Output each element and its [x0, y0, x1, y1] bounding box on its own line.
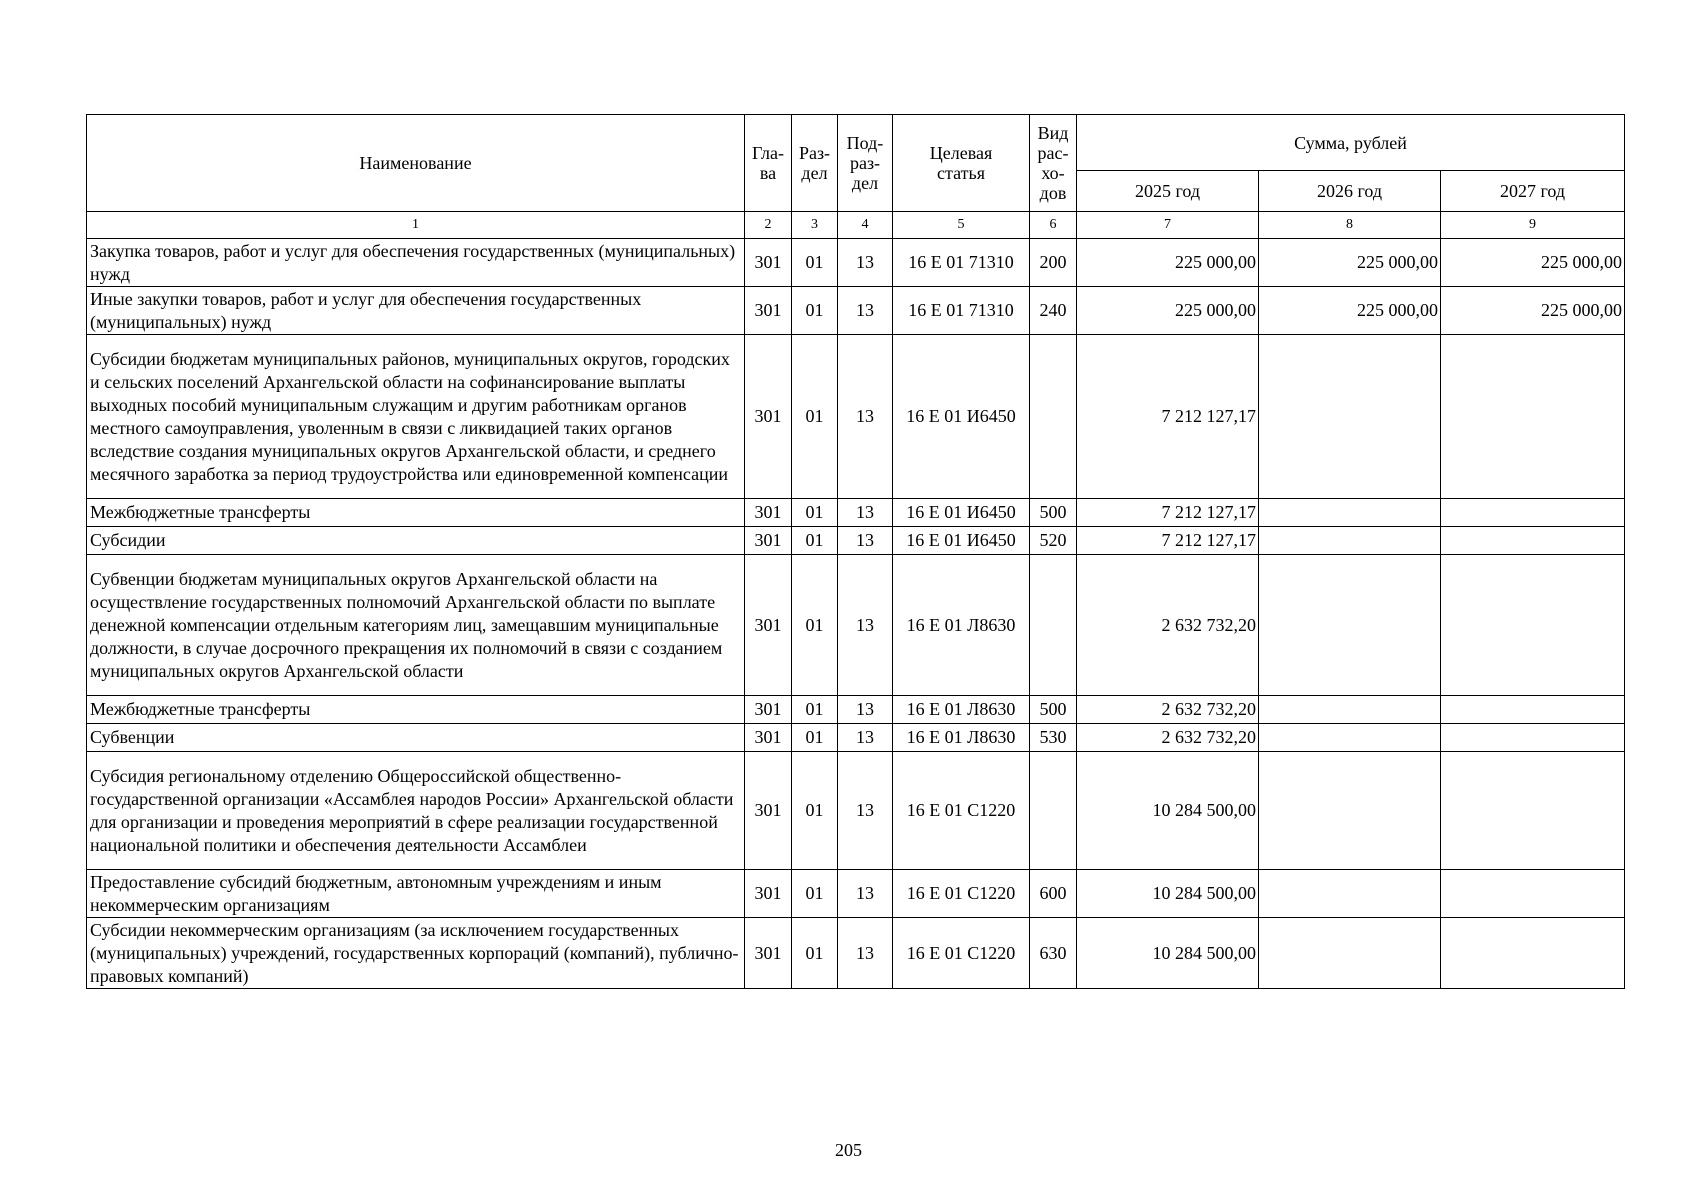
row-sum-2025: 2 632 732,20	[1077, 555, 1259, 696]
row-section: 01	[792, 239, 838, 287]
row-expense-type	[1030, 335, 1077, 499]
row-name: Межбюджетные трансферты	[87, 499, 745, 527]
row-section: 01	[792, 696, 838, 724]
row-expense-type: 600	[1030, 870, 1077, 918]
row-chapter: 301	[745, 555, 792, 696]
row-sum-2026	[1259, 870, 1441, 918]
row-sum-2027	[1441, 724, 1625, 752]
row-sum-2025: 2 632 732,20	[1077, 724, 1259, 752]
column-index: 7	[1077, 212, 1259, 239]
row-sum-2025: 10 284 500,00	[1077, 870, 1259, 918]
row-subsection: 13	[838, 239, 893, 287]
header-subsection-line: раз-	[849, 153, 881, 173]
row-expense-type: 240	[1030, 287, 1077, 335]
header-chapter-line: ва	[759, 163, 777, 183]
header-expense-type-line: Вид	[1037, 123, 1069, 143]
row-subsection: 13	[838, 918, 893, 989]
row-sum-2027	[1441, 870, 1625, 918]
row-sum-2027	[1441, 335, 1625, 499]
row-target: 16 Е 01 И6450	[893, 499, 1030, 527]
row-chapter: 301	[745, 870, 792, 918]
row-chapter: 301	[745, 527, 792, 555]
table-row	[87, 499, 1625, 527]
row-section: 01	[792, 335, 838, 499]
row-chapter: 301	[745, 287, 792, 335]
table-row	[87, 239, 1625, 287]
row-subsection: 13	[838, 287, 893, 335]
column-index: 6	[1030, 212, 1077, 239]
row-name: Межбюджетные трансферты	[87, 696, 745, 724]
row-target: 16 Е 01 И6450	[893, 335, 1030, 499]
column-index: 4	[838, 212, 893, 239]
header-target-line: статья	[937, 163, 985, 183]
row-target: 16 Е 01 Л8630	[893, 724, 1030, 752]
row-target: 16 Е 01 С1220	[893, 918, 1030, 989]
row-sum-2026: 225 000,00	[1259, 239, 1441, 287]
row-sum-2026	[1259, 724, 1441, 752]
column-index: 8	[1259, 212, 1441, 239]
row-subsection: 13	[838, 499, 893, 527]
row-target: 16 Е 01 С1220	[893, 752, 1030, 870]
row-sum-2026	[1259, 335, 1441, 499]
row-chapter: 301	[745, 918, 792, 989]
row-section: 01	[792, 724, 838, 752]
row-sum-2027	[1441, 752, 1625, 870]
header-expense-type-line: хо-	[1041, 163, 1065, 183]
column-index: 9	[1441, 212, 1625, 239]
row-section: 01	[792, 555, 838, 696]
row-sum-2026	[1259, 499, 1441, 527]
row-name: Предоставление субсидий бюджетным, автономным учреждениям и иным некоммерческим организациям	[87, 870, 745, 918]
row-sum-2026	[1259, 527, 1441, 555]
header-name: Наименование	[87, 115, 745, 212]
header-target	[893, 115, 1030, 212]
table-header	[87, 115, 1625, 239]
row-sum-2027: 225 000,00	[1441, 239, 1625, 287]
header-subsection-line: Под-	[846, 133, 884, 153]
row-subsection: 13	[838, 335, 893, 499]
row-sum-2025: 2 632 732,20	[1077, 696, 1259, 724]
row-target: 16 Е 01 Л8630	[893, 555, 1030, 696]
row-sum-2026	[1259, 918, 1441, 989]
row-sum-2025: 225 000,00	[1077, 239, 1259, 287]
row-name: Субсидии некоммерческим организациям (за исключением государственных (муниципальных) учреждений, государственных корпораций (компаний), публично-правовых компаний)	[87, 918, 745, 989]
row-section: 01	[792, 287, 838, 335]
row-name: Субвенции	[87, 724, 745, 752]
table-row	[87, 752, 1625, 870]
table-row	[87, 527, 1625, 555]
row-sum-2027	[1441, 499, 1625, 527]
row-expense-type: 200	[1030, 239, 1077, 287]
row-chapter: 301	[745, 696, 792, 724]
row-chapter: 301	[745, 724, 792, 752]
header-expense-type-line: дов	[1039, 183, 1067, 203]
row-sum-2025: 7 212 127,17	[1077, 499, 1259, 527]
header-sum: Сумма, рублей	[1077, 115, 1625, 171]
column-index: 3	[792, 212, 838, 239]
row-subsection: 13	[838, 724, 893, 752]
row-name: Субсидии бюджетам муниципальных районов, муниципальных округов, городских и сельских поселений Архангельской области на софинансирование выплаты выходных пособий муниципальным служащим и другим работникам органов местного самоуправления, уволенным в связи с ликвидацией таких органов вследствие создания муниципальных округов Архангельской области, и среднего месячного заработка за период трудоустройства или единовременной компенсации	[87, 335, 745, 499]
budget-table-container	[86, 114, 1624, 989]
row-chapter: 301	[745, 499, 792, 527]
row-sum-2026	[1259, 555, 1441, 696]
table-row	[87, 287, 1625, 335]
row-sum-2026	[1259, 696, 1441, 724]
row-sum-2025: 225 000,00	[1077, 287, 1259, 335]
row-name: Субвенции бюджетам муниципальных округов Архангельской области на осуществление государственных полномочий Архангельской области по выплате денежной компенсации отдельным категориям лиц, замещавшим муниципальные должности, в случае досрочного прекращения их полномочий в связи с созданием муниципальных округов Архангельской области	[87, 555, 745, 696]
row-sum-2027	[1441, 555, 1625, 696]
table-row	[87, 870, 1625, 918]
page-number: 205	[835, 1140, 862, 1160]
row-section: 01	[792, 870, 838, 918]
table-row	[87, 555, 1625, 696]
header-year-2027: 2027 год	[1441, 171, 1625, 212]
row-target: 16 Е 01 С1220	[893, 870, 1030, 918]
header-chapter-line: Гла-	[751, 143, 785, 163]
row-target: 16 Е 01 Л8630	[893, 696, 1030, 724]
row-expense-type: 500	[1030, 499, 1077, 527]
row-section: 01	[792, 918, 838, 989]
row-sum-2027	[1441, 696, 1625, 724]
row-section: 01	[792, 527, 838, 555]
row-sum-2025: 7 212 127,17	[1077, 527, 1259, 555]
row-sum-2027	[1441, 918, 1625, 989]
header-chapter	[745, 115, 792, 212]
row-section: 01	[792, 499, 838, 527]
row-subsection: 13	[838, 527, 893, 555]
row-name: Субсидия региональному отделению Общероссийской общественно-государственной организации «Ассамблея народов России» Архангельской области для организации и проведения мероприятий в сфере реализации государственной национальной политики и обеспечения деятельности Ассамблеи	[87, 752, 745, 870]
table-row	[87, 335, 1625, 499]
row-target: 16 Е 01 И6450	[893, 527, 1030, 555]
header-subsection	[838, 115, 893, 212]
table-row	[87, 724, 1625, 752]
header-subsection-line: дел	[851, 173, 879, 193]
header-section-line: Раз-	[798, 143, 831, 163]
row-subsection: 13	[838, 870, 893, 918]
header-expense-type-line: рас-	[1037, 143, 1069, 163]
header-target-line: Целевая	[929, 143, 993, 163]
header-year-2026: 2026 год	[1259, 171, 1441, 212]
row-expense-type: 630	[1030, 918, 1077, 989]
row-subsection: 13	[838, 696, 893, 724]
column-index: 5	[893, 212, 1030, 239]
row-expense-type: 500	[1030, 696, 1077, 724]
table-body	[87, 239, 1625, 989]
row-sum-2026: 225 000,00	[1259, 287, 1441, 335]
row-sum-2025: 7 212 127,17	[1077, 335, 1259, 499]
row-sum-2025: 10 284 500,00	[1077, 918, 1259, 989]
row-expense-type: 520	[1030, 527, 1077, 555]
row-chapter: 301	[745, 335, 792, 499]
column-index: 1	[87, 212, 745, 239]
row-sum-2027: 225 000,00	[1441, 287, 1625, 335]
row-name: Иные закупки товаров, работ и услуг для обеспечения государственных (муниципальных) нужд	[87, 287, 745, 335]
row-subsection: 13	[838, 555, 893, 696]
column-index: 2	[745, 212, 792, 239]
header-expense-type	[1030, 115, 1077, 212]
header-year-2025: 2025 год	[1077, 171, 1259, 212]
header-section	[792, 115, 838, 212]
table-row	[87, 918, 1625, 989]
row-sum-2027	[1441, 527, 1625, 555]
budget-table	[86, 114, 1625, 989]
row-expense-type: 530	[1030, 724, 1077, 752]
row-sum-2025: 10 284 500,00	[1077, 752, 1259, 870]
row-name: Закупка товаров, работ и услуг для обеспечения государственных (муниципальных) нужд	[87, 239, 745, 287]
row-name: Субсидии	[87, 527, 745, 555]
table-row	[87, 696, 1625, 724]
row-sum-2026	[1259, 752, 1441, 870]
row-subsection: 13	[838, 752, 893, 870]
row-chapter: 301	[745, 239, 792, 287]
row-expense-type	[1030, 752, 1077, 870]
row-target: 16 Е 01 71310	[893, 287, 1030, 335]
row-expense-type	[1030, 555, 1077, 696]
row-chapter: 301	[745, 752, 792, 870]
row-target: 16 Е 01 71310	[893, 239, 1030, 287]
row-section: 01	[792, 752, 838, 870]
header-section-line: дел	[801, 163, 828, 183]
